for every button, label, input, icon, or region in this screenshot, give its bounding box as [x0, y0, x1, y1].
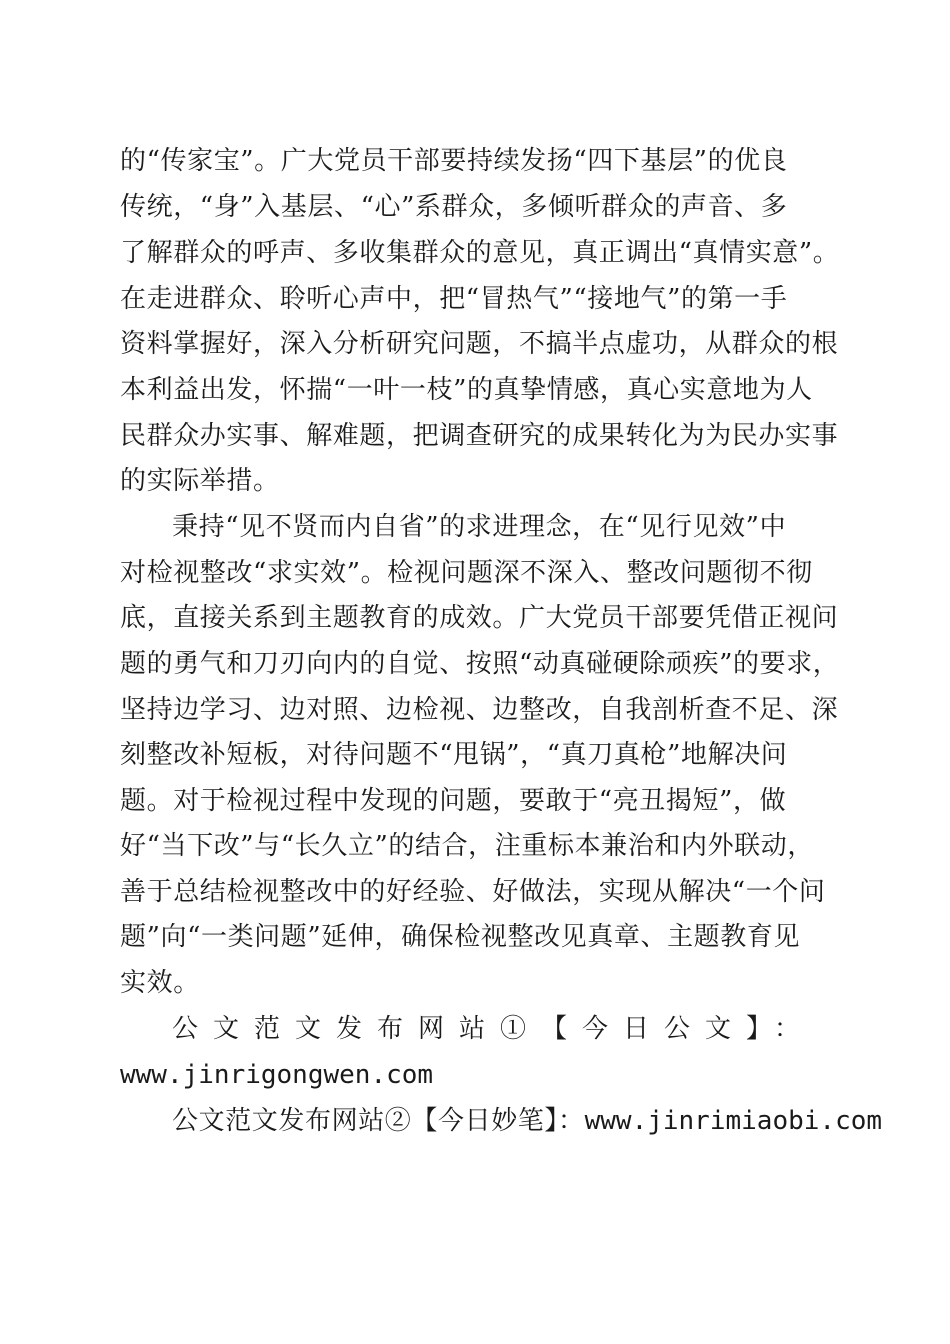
- paragraph-line: 题。对于检视过程中发现的问题，要敢于“亮丑揭短”，做: [120, 786, 787, 816]
- paragraph-line: 刻整改补短板，对待问题不“甩锅”，“真刀真枪”地解决问: [120, 740, 788, 770]
- footer-site2: [172, 1106, 882, 1136]
- paragraph-line: 资料掌握好，深入分析研究问题，不搞半点虚功，从群众的根: [120, 329, 839, 359]
- paragraph-line: 题的勇气和刀刃向内的自觉、按照“动真碰硬除顽疾”的要求，: [120, 649, 840, 679]
- paragraph-line: 的实际举措。: [120, 466, 280, 496]
- footer-site1-label: 公文范文发布网站①【今日公文】：: [172, 1014, 816, 1044]
- paragraph-line: 对检视整改“求实效”。检视问题深不深入、整改问题彻不彻: [120, 558, 813, 588]
- paragraph-line: 善于总结检视整改中的好经验、好做法，实现从解决“一个问: [120, 877, 826, 907]
- footer-site2-label: 公文范文发布网站②【今日妙笔】：: [172, 1106, 585, 1136]
- paragraph-line: 了解群众的呼声、多收集群众的意见，真正调出“真情实意”。: [120, 238, 840, 268]
- paragraph-line: 传统，“身”入基层、“心”系群众，多倾听群众的声音、多: [120, 192, 788, 222]
- paragraph-line: 题”向“一类问题”延伸，确保检视整改见真章、主题教育见: [120, 922, 801, 952]
- paragraph-line: 民群众办实事、解难题，把调查研究的成果转化为为民办实事: [120, 421, 839, 451]
- paragraph-line: 秉持“见不贤而内自省”的求进理念，在“见行见效”中: [172, 512, 787, 542]
- paragraph-line: 好“当下改”与“长久立”的结合，注重标本兼治和内外联动，: [120, 831, 814, 861]
- paragraph-line: 本利益出发，怀揣“一叶一枝”的真挚情感，真心实意地为人: [120, 375, 813, 405]
- paragraph-line: 实效。: [120, 968, 200, 998]
- paragraph-line: 的“传家宝”。广大党员干部要持续发扬“四下基层”的优良: [120, 146, 788, 176]
- paragraph-line: 坚持边学习、边对照、边检视、边整改，自我剖析查不足、深: [120, 695, 839, 725]
- footer-site2-url[interactable]: www.jinrimiaobi.com: [584, 1106, 883, 1136]
- paragraph-line: 在走进群众、聆听心声中，把“冒热气”“接地气”的第一手: [120, 284, 788, 314]
- paragraph-line: 底，直接关系到主题教育的成效。广大党员干部要凭借正视问: [120, 603, 839, 633]
- footer-site1-url[interactable]: www.jinrigongwen.com: [120, 1060, 434, 1090]
